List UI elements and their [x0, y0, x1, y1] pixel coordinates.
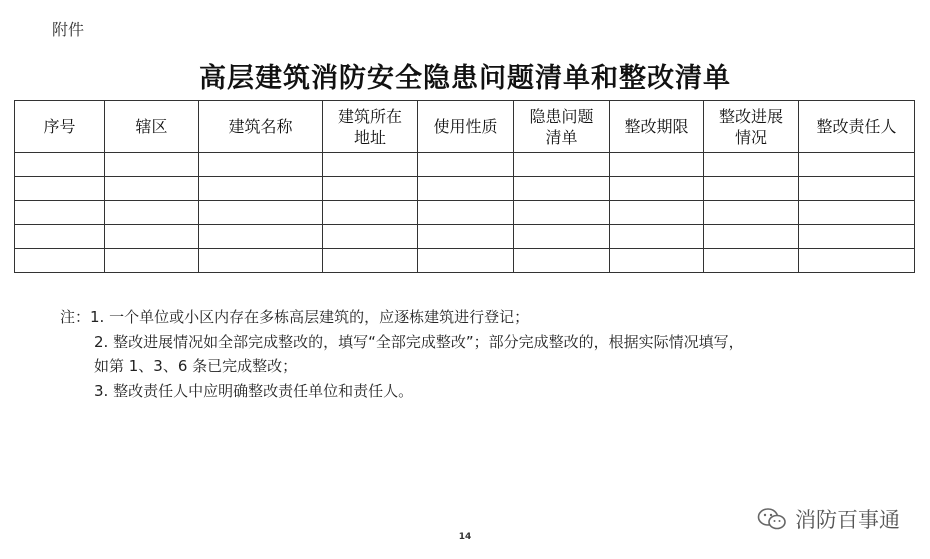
table-cell: [610, 225, 704, 249]
header-district: 辖区: [105, 101, 199, 153]
table-cell: [799, 249, 915, 273]
table-cell: [514, 177, 610, 201]
table-cell: [199, 177, 323, 201]
note-3: 3. 整改责任人中应明确整改责任单位和责任人。: [94, 381, 414, 400]
note-2: 2. 整改进展情况如全部完成整改的，填写“全部完成整改”；部分完成整改的，根据实际情况填写，: [94, 332, 744, 351]
table-cell: [514, 249, 610, 273]
header-serial-no: 序号: [15, 101, 105, 153]
page-number: 14: [458, 532, 472, 542]
header-deadline: 整改期限: [610, 101, 704, 153]
note-1: 注：1. 一个单位或小区内存在多栋高层建筑的，应逐栋建筑进行登记；: [60, 308, 530, 326]
table-cell: [799, 177, 915, 201]
table-cell: [799, 225, 915, 249]
watermark-text: 消防百事通: [795, 508, 900, 532]
table-cell: [418, 249, 514, 273]
header-progress: 整改进展 情况: [704, 101, 799, 153]
table-cell: [323, 177, 418, 201]
table-row: [15, 153, 915, 177]
table-cell: [610, 153, 704, 177]
table-header-row: [15, 101, 915, 153]
table-cell: [799, 201, 915, 225]
table-cell: [15, 201, 105, 225]
table-cell: [704, 153, 799, 177]
wechat-icon: [757, 507, 787, 531]
table-cell: [199, 225, 323, 249]
table-cell: [105, 225, 199, 249]
header-building-address: 建筑所在 地址: [323, 101, 418, 153]
table-row: [15, 201, 915, 225]
table-cell: [105, 153, 199, 177]
table-cell: [514, 153, 610, 177]
attachment-label: 附件: [52, 20, 85, 39]
table-cell: [105, 201, 199, 225]
header-responsible-person: 整改责任人: [799, 101, 915, 153]
document-title: 高层建筑消防安全隐患问题清单和整改清单: [199, 63, 731, 94]
table-cell: [199, 201, 323, 225]
table-cell: [15, 225, 105, 249]
table-cell: [610, 249, 704, 273]
table-cell: [323, 201, 418, 225]
table-cell: [799, 153, 915, 177]
table-cell: [704, 201, 799, 225]
table-cell: [105, 177, 199, 201]
table-cell: [514, 225, 610, 249]
table-cell: [15, 249, 105, 273]
table-cell: [704, 225, 799, 249]
table-cell: [418, 201, 514, 225]
table-cell: [199, 153, 323, 177]
table-cell: [105, 249, 199, 273]
table-cell: [199, 249, 323, 273]
table-cell: [323, 225, 418, 249]
table-cell: [610, 177, 704, 201]
notes: [60, 305, 744, 403]
watermark: [757, 504, 900, 534]
header-building-name: 建筑名称: [199, 101, 323, 153]
table-cell: [418, 177, 514, 201]
table-cell: [15, 153, 105, 177]
table-row: [15, 249, 915, 273]
table-cell: [15, 177, 105, 201]
table-cell: [323, 249, 418, 273]
table-cell: [610, 201, 704, 225]
note-2-continued: 如第 1、3、6 条已完成整改；: [94, 357, 298, 375]
header-usage: 使用性质: [418, 101, 514, 153]
table-cell: [418, 153, 514, 177]
header-hazard-list: 隐患问题 清单: [514, 101, 610, 153]
table-body: [15, 153, 915, 273]
table-cell: [418, 225, 514, 249]
table-cell: [704, 177, 799, 201]
table-cell: [514, 201, 610, 225]
table-cell: [704, 249, 799, 273]
issue-table: [14, 100, 915, 273]
table-row: [15, 225, 915, 249]
table-cell: [323, 153, 418, 177]
table-row: [15, 177, 915, 201]
